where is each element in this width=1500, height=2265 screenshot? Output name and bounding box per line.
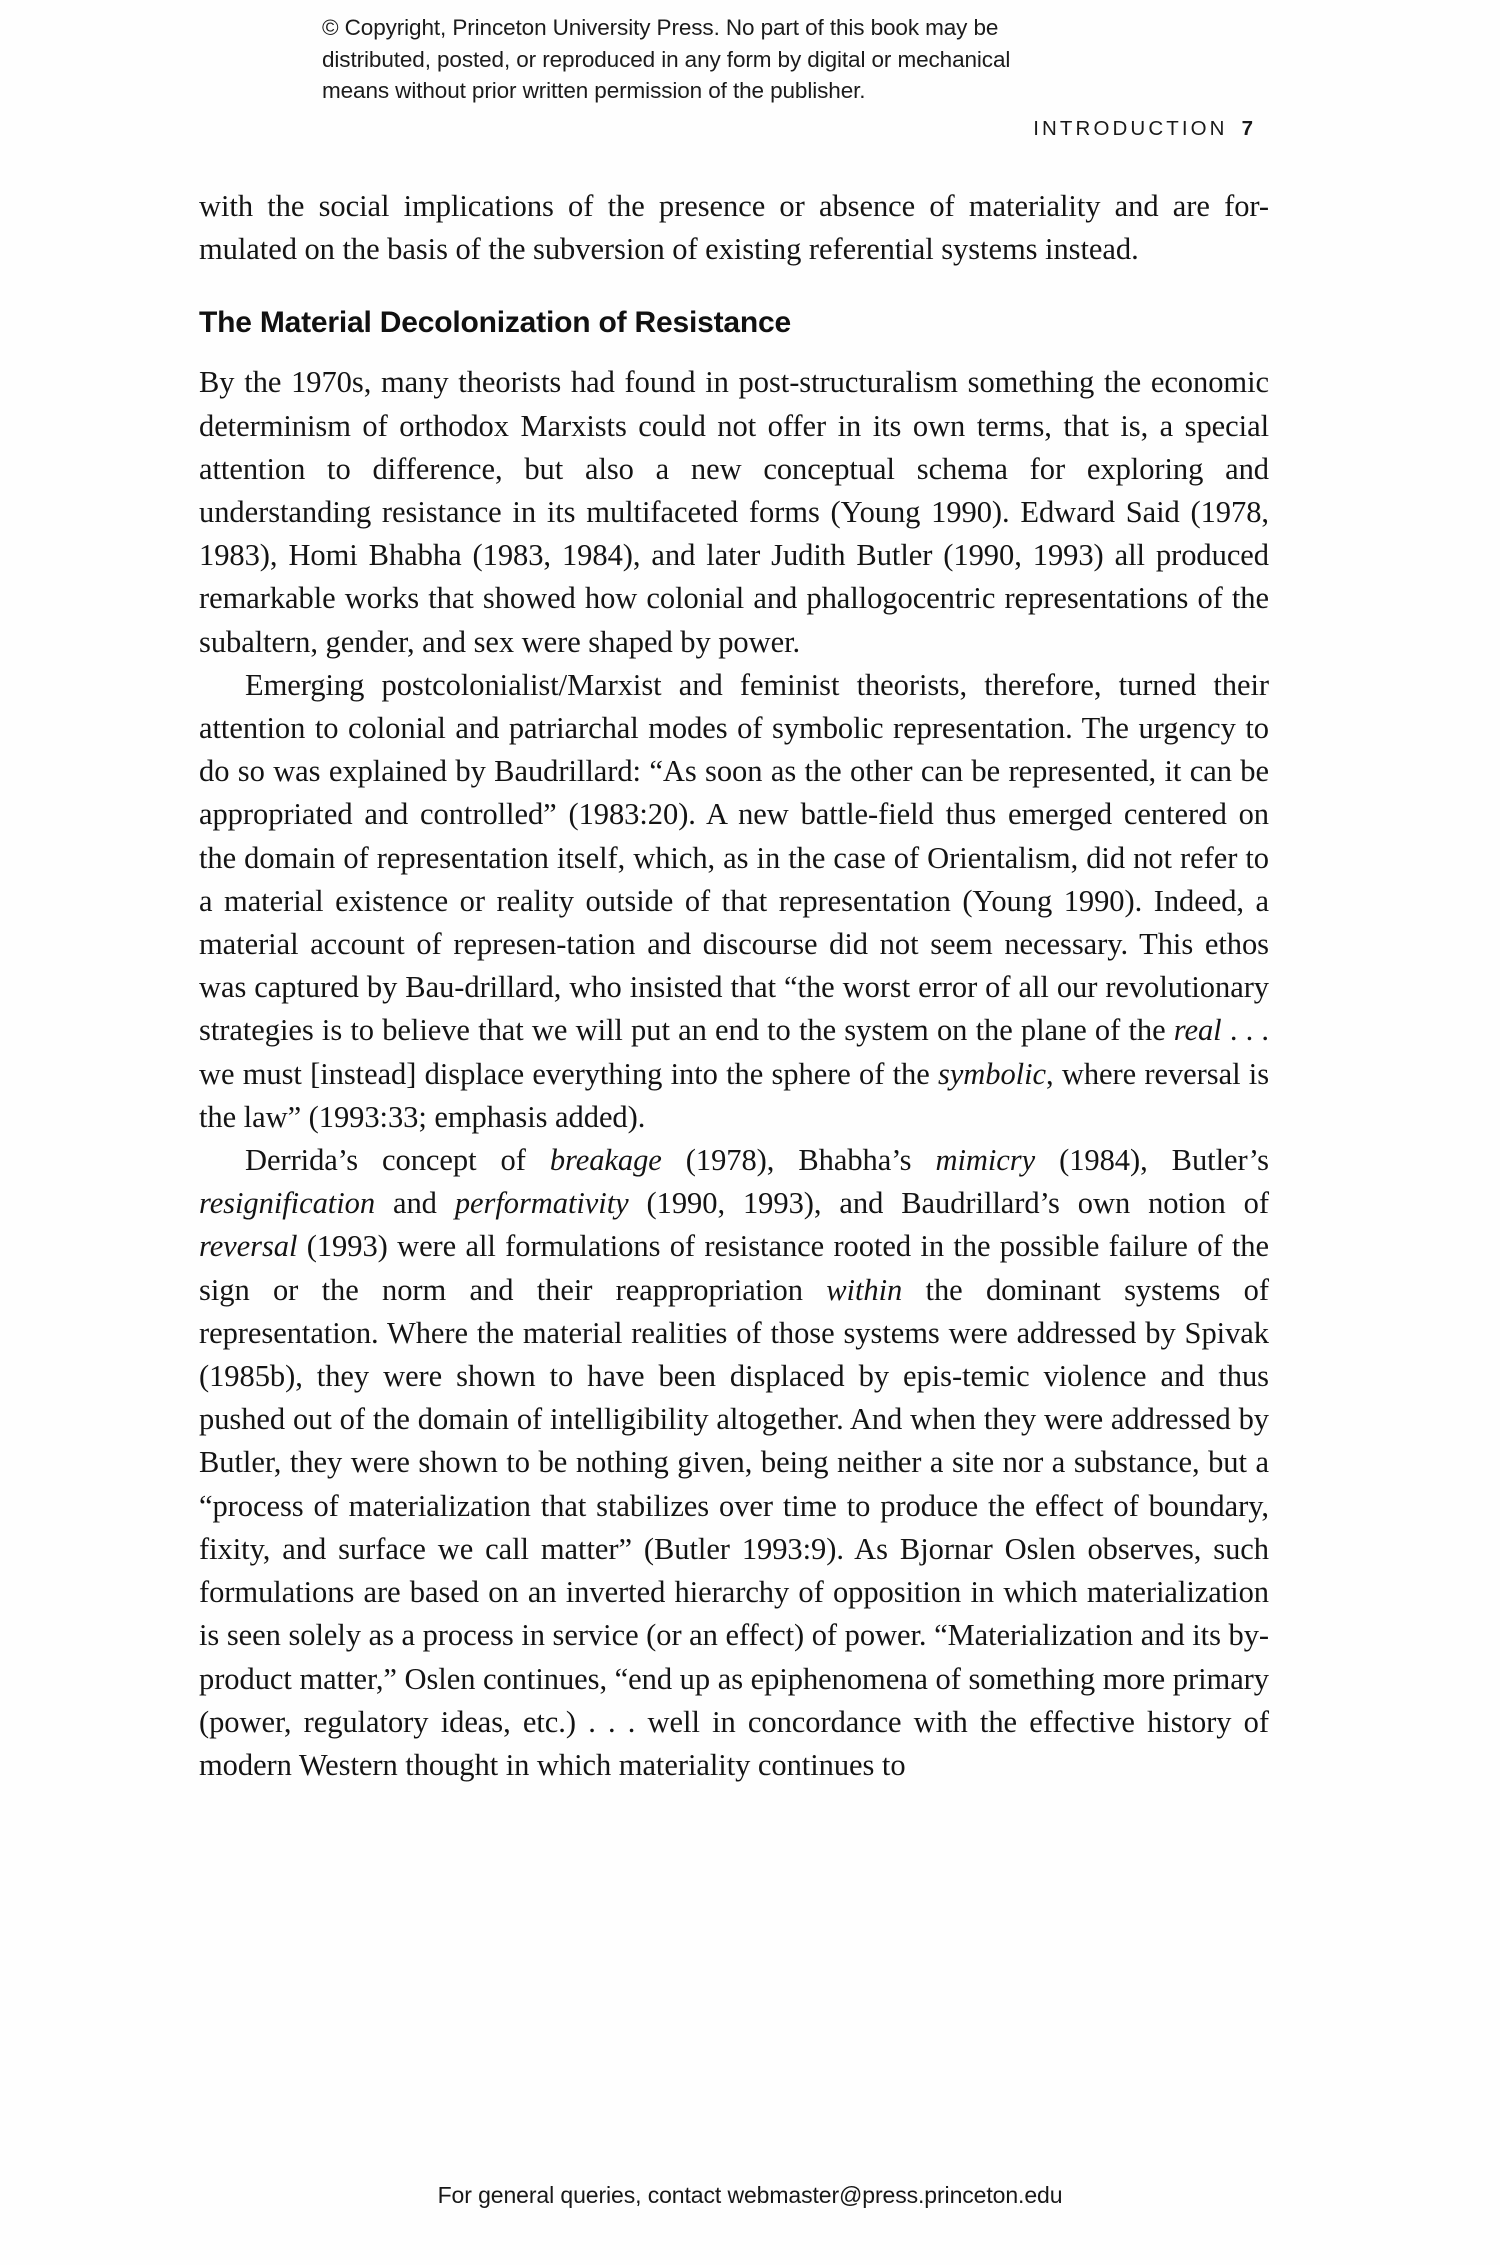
paragraph-1970s-theorists: By the 1970s, many theorists had found in post-structuralism something the economic determinism of orthodox Marxists could not offer in its own terms, that is, a special attention to difference, but also a new conceptual schema for exploring and understanding resistance in its multifaceted forms (Young 1990). Edward Said (1978, 1983), Homi Bhabha (1983, 1984), and later Judith Butler (1990, 1993) all produced remarkable works that showed how colonial and phallogocentric representations of the subaltern, gender, and sex were shaped by power. — [199, 365, 1269, 659]
par4-emphasis-resignification: resignification — [199, 1186, 376, 1221]
spacer-before-heading — [199, 271, 1269, 305]
copyright-notice-line-1: © Copyright, Princeton University Press. No part of this book may be — [322, 15, 999, 40]
copyright-notice — [322, 12, 1162, 107]
par4-segment-1: Derrida’s concept of — [245, 1143, 550, 1178]
paragraph-emerging-postcolonialist — [199, 664, 1269, 1139]
par3-segment-1: Emerging postcolonialist/Marxist and feminist theorists, therefore, turned their attention to colonial and patriarchal modes of symbolic representation. The urgency to do so was explained by Baudrillard: “As soon as the other can be represented, it can be appropriated and controlled” (1983:20). A new battle-field thus emerged centered on the domain of representation itself, which, as in the case of Orientalism, did not refer to a material existence or reality outside of that representation (Young 1990). Indeed, a material account of represen-tation and discourse did not seem necessary. This ethos was captured by Bau-drillard, who insisted that “the worst error of all our revolutionary strategies is to believe that we will put an end to the system on the plane of the — [199, 667, 1269, 1048]
par3-emphasis-real: real — [1173, 1013, 1222, 1048]
par3-segment-2: . . . we must [instead] displace everything into the sphere of the — [199, 1013, 1270, 1091]
paragraph-continuation: with the social implications of the presence or absence of materiality and are for-mulated on the basis of the subversion of existing referential systems instead. — [199, 189, 1269, 267]
par3-emphasis-symbolic: symbolic — [938, 1056, 1047, 1091]
copyright-notice-line-3: means without prior written permission of the publisher. — [322, 78, 866, 103]
body-text-column — [199, 185, 1269, 1787]
par4-emphasis-mimicry: mimicry — [935, 1143, 1036, 1178]
running-head-title: INTRODUCTION — [1033, 117, 1228, 140]
par3-segment-3: , where reversal is the law” (1993:33; emphasis added). — [199, 1056, 1270, 1134]
section-heading: The Material Decolonization of Resistance — [199, 306, 791, 340]
par4-emphasis-performativity: performativity — [454, 1186, 629, 1221]
par4-emphasis-breakage: breakage — [549, 1143, 662, 1178]
par4-segment-6: (1993) were all formulations of resistance rooted in the possible failure of the sign or the norm and their reappropriation — [199, 1229, 1269, 1307]
par4-emphasis-within: within — [826, 1272, 903, 1307]
par4-segment-3: (1984), Butler’s — [1035, 1143, 1269, 1178]
par4-emphasis-reversal: reversal — [199, 1229, 298, 1264]
par4-segment-4: and — [375, 1186, 455, 1221]
footer-note: For general queries, contact webmaster@press.princeton.edu — [437, 2182, 1063, 2208]
spacer-after-heading — [199, 341, 1269, 361]
par4-segment-5: (1990, 1993), and Baudrillard’s own notion of — [628, 1186, 1269, 1221]
running-head — [1033, 117, 1253, 141]
paragraph-derrida-concept — [199, 1139, 1269, 1787]
par4-segment-7: the dominant systems of representation. Where the material realities of those systems were addressed by Spivak (1985b), they were shown to have been displaced by epis-temic violence and thus pushed out of the domain of intelligibility altogether. And when they were addressed by Butler, they were shown to be nothing given, being neither a site nor a substance, but a “process of materialization that stabilizes over time to produce the effect of boundary, fixity, and surface we call matter” (Butler 1993:9). As Bjornar Oslen observes, such formulations are based on an inverted hierarchy of opposition in which materialization is seen solely as a process in service (or an effect) of power. “Materialization and its by-product matter,” Oslen continues, “end up as epiphenomena of something more primary (power, regulatory ideas, etc.) . . . well in concordance with the effective history of modern Western thought in which materiality continues to — [199, 1272, 1269, 1782]
copyright-notice-line-2: distributed, posted, or reproduced in any form by digital or mechanical — [322, 46, 1011, 72]
par4-segment-2: (1978), Bhabha’s — [661, 1143, 936, 1178]
page-number: 7 — [1241, 117, 1253, 140]
